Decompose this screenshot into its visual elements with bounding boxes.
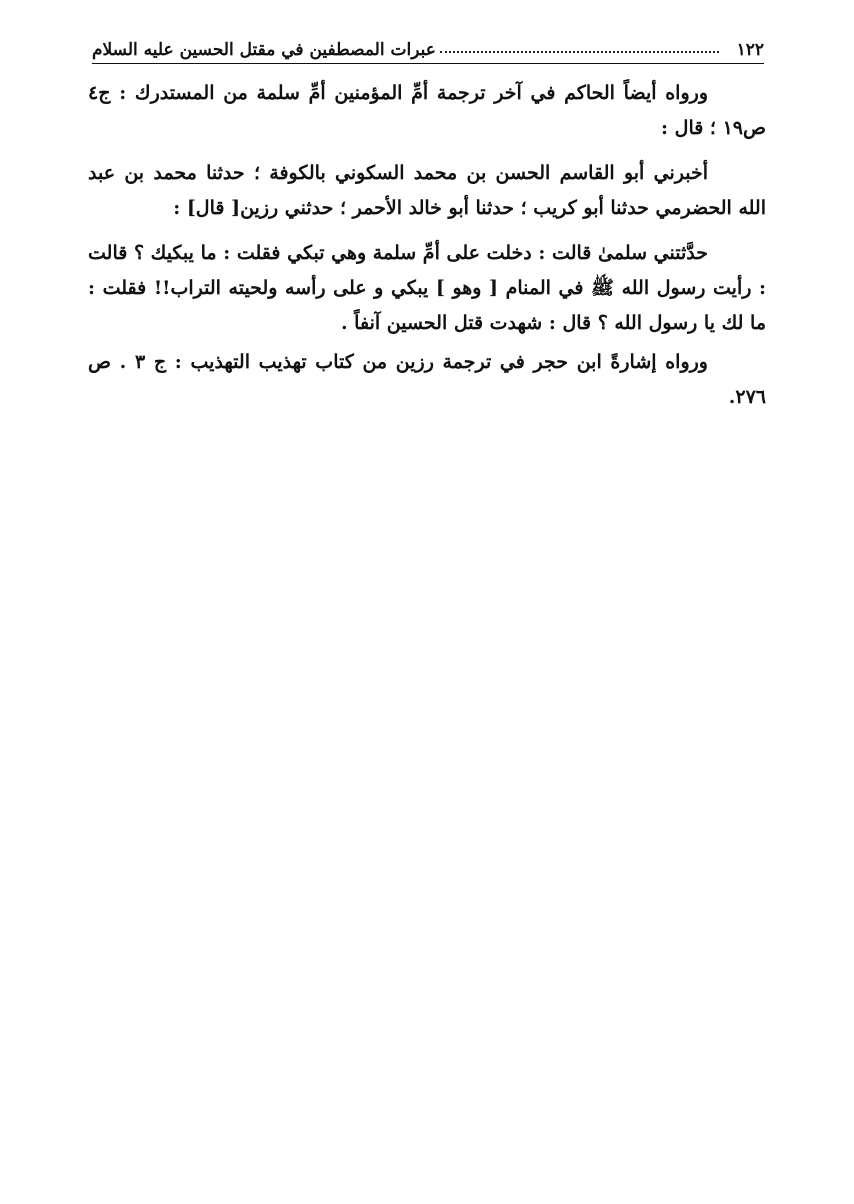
header-rule bbox=[92, 63, 764, 64]
page-header bbox=[92, 28, 764, 60]
paragraph-isnad: أخبرني أبو القاسم الحسن بن محمد السكوني بالكوفة ؛ حدثنا محمد بن عبد الله الحضرمي حدثنا أبو كريب ؛ حدثنا أبو خالد الأحمر ؛ حدثني رزين[ قال] : bbox=[88, 162, 766, 219]
page-number: ١٢٢ bbox=[736, 40, 764, 60]
paragraph-ibn-hajar-reference: ورواه إشارةً ابن حجر في ترجمة رزين من كتاب تهذيب التهذيب : ج ٣ . ص ٢٧٦. bbox=[88, 351, 766, 408]
main-text bbox=[88, 76, 766, 415]
header-dotted-leader bbox=[440, 51, 719, 53]
paragraph-hakim-narration: ورواه أيضاً الحاكم في آخر ترجمة أمِّ المؤمنين أمِّ سلمة من المستدرك : ج٤ ص١٩ ؛ قال : bbox=[88, 82, 766, 139]
running-title: عبرات المصطفين في مقتل الحسين عليه السلام bbox=[92, 40, 436, 60]
paragraph-hadith: حدَّثتني سلمىٰ قالت : دخلت على أمِّ سلمة وهي تبكي فقلت : ما يبكيك ؟ قالت : رأيت رسول الله ﷺ في المنام [ وهو ] يبكي و على رأسه ولحيته التراب!! فقلت : ما لك يا رسول الله ؟ قال : شهدت قتل الحسين آنفاً . bbox=[88, 242, 766, 334]
